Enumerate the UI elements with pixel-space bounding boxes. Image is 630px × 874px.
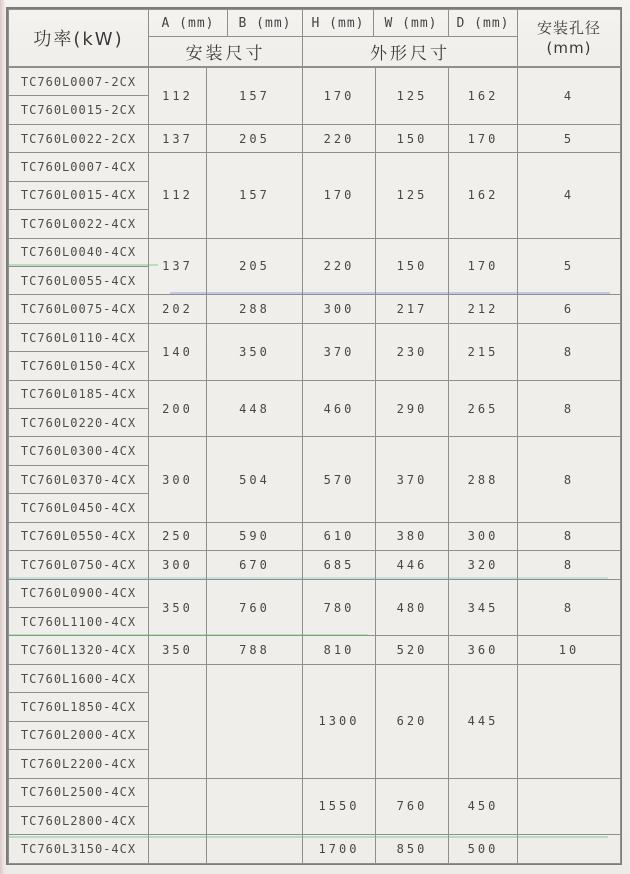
- h-dimension-cell: 685: [303, 551, 376, 579]
- d-dimension-cell: 345: [449, 579, 518, 636]
- table-row: [9, 551, 621, 579]
- d-dimension-cell: 170: [449, 124, 518, 152]
- model-cell: TC760L0015-2CX: [9, 96, 149, 124]
- power-column-header: 功率(kW): [9, 10, 149, 67]
- model-cell: TC760L0055-4CX: [9, 266, 149, 294]
- model-cell: TC760L0900-4CX: [9, 579, 149, 607]
- d-dimension-cell: 212: [449, 295, 518, 323]
- b-dimension-cell: 590: [207, 522, 303, 550]
- model-cell: TC760L0185-4CX: [9, 380, 149, 408]
- table-row: [9, 778, 621, 806]
- table-row: [9, 124, 621, 152]
- d-dimension-cell: 215: [449, 323, 518, 380]
- model-cell: TC760L0750-4CX: [9, 551, 149, 579]
- w-dimension-cell: 150: [376, 238, 449, 295]
- a-dimension-cell: 300: [149, 551, 207, 579]
- hole-diameter-cell: [518, 664, 621, 778]
- b-dimension-cell: 157: [207, 153, 303, 238]
- b-dimension-cell: 788: [207, 636, 303, 664]
- a-dimension-cell: 200: [149, 380, 207, 437]
- model-cell: TC760L0370-4CX: [9, 465, 149, 493]
- b-dimension-cell: 760: [207, 579, 303, 636]
- h-dimension-cell: 220: [303, 238, 376, 295]
- spec-table: [6, 7, 622, 865]
- d-dimension-cell: 445: [449, 664, 518, 778]
- model-cell: TC760L0007-4CX: [9, 153, 149, 181]
- a-dimension-cell: 300: [149, 437, 207, 522]
- table-row: [9, 437, 621, 465]
- model-cell: TC760L0007-2CX: [9, 68, 149, 96]
- h-dimension-cell: 780: [303, 579, 376, 636]
- b-dimension-cell: 157: [207, 68, 303, 125]
- h-dimension-cell: 170: [303, 68, 376, 125]
- hole-diameter-column-header: [518, 10, 621, 67]
- model-cell: TC760L2500-4CX: [9, 778, 149, 806]
- h-dimension-cell: 170: [303, 153, 376, 238]
- hole-diameter-cell: 4: [518, 153, 621, 238]
- a-dimension-cell: 350: [149, 579, 207, 636]
- d-dimension-cell: 162: [449, 68, 518, 125]
- col-header-h: H (mm): [303, 10, 374, 37]
- hole-diameter-cell: 8: [518, 437, 621, 522]
- h-dimension-cell: 460: [303, 380, 376, 437]
- model-cell: TC760L0450-4CX: [9, 494, 149, 522]
- model-cell: TC760L0150-4CX: [9, 352, 149, 380]
- b-dimension-cell: 448: [207, 380, 303, 437]
- a-dimension-cell: 112: [149, 153, 207, 238]
- w-dimension-cell: 850: [376, 835, 449, 864]
- w-dimension-cell: 217: [376, 295, 449, 323]
- d-dimension-cell: 170: [449, 238, 518, 295]
- w-dimension-cell: 290: [376, 380, 449, 437]
- mount-dimensions-group-header: 安装尺寸: [149, 37, 303, 67]
- b-dimension-cell: [207, 778, 303, 835]
- hole-diameter-cell: 5: [518, 238, 621, 295]
- model-cell: TC760L0022-4CX: [9, 210, 149, 238]
- b-dimension-cell: [207, 664, 303, 778]
- w-dimension-cell: 760: [376, 778, 449, 835]
- hole-diameter-cell: 8: [518, 551, 621, 579]
- a-dimension-cell: [149, 835, 207, 864]
- table-row: [9, 522, 621, 550]
- hole-diameter-cell: 10: [518, 636, 621, 664]
- d-dimension-cell: 450: [449, 778, 518, 835]
- model-cell: TC760L2800-4CX: [9, 806, 149, 834]
- hole-diameter-cell: [518, 778, 621, 835]
- hole-diameter-cell: 8: [518, 380, 621, 437]
- h-dimension-cell: 300: [303, 295, 376, 323]
- w-dimension-cell: 125: [376, 68, 449, 125]
- a-dimension-cell: 140: [149, 323, 207, 380]
- model-cell: TC760L0022-2CX: [9, 124, 149, 152]
- table-row: [9, 835, 621, 864]
- outline-dimensions-group-header: 外形尺寸: [303, 37, 518, 67]
- hole-diameter-cell: 6: [518, 295, 621, 323]
- hole-diameter-label: 安装孔径: [536, 18, 601, 37]
- b-dimension-cell: 504: [207, 437, 303, 522]
- col-header-d: D (mm): [449, 10, 518, 37]
- col-header-a: A (mm): [149, 10, 228, 37]
- model-cell: TC760L0040-4CX: [9, 238, 149, 266]
- model-cell: TC760L0015-4CX: [9, 181, 149, 209]
- d-dimension-cell: 300: [449, 522, 518, 550]
- h-dimension-cell: 1300: [303, 664, 376, 778]
- model-cell: TC760L2000-4CX: [9, 721, 149, 749]
- a-dimension-cell: 250: [149, 522, 207, 550]
- w-dimension-cell: 370: [376, 437, 449, 522]
- spec-table-body: [8, 67, 621, 864]
- h-dimension-cell: 370: [303, 323, 376, 380]
- h-dimension-cell: 220: [303, 124, 376, 152]
- h-dimension-cell: 810: [303, 636, 376, 664]
- model-cell: TC760L1320-4CX: [9, 636, 149, 664]
- d-dimension-cell: 288: [449, 437, 518, 522]
- b-dimension-cell: 350: [207, 323, 303, 380]
- a-dimension-cell: 137: [149, 238, 207, 295]
- model-cell: TC760L0300-4CX: [9, 437, 149, 465]
- a-dimension-cell: 137: [149, 124, 207, 152]
- col-header-w: W (mm): [374, 10, 449, 37]
- col-header-b: B (mm): [228, 10, 303, 37]
- model-cell: TC760L0550-4CX: [9, 522, 149, 550]
- b-dimension-cell: [207, 835, 303, 864]
- hole-diameter-cell: [518, 835, 621, 864]
- a-dimension-cell: 202: [149, 295, 207, 323]
- table-row: [9, 664, 621, 692]
- h-dimension-cell: 570: [303, 437, 376, 522]
- hole-diameter-unit: (mm): [546, 39, 592, 57]
- a-dimension-cell: [149, 664, 207, 778]
- table-row: [9, 238, 621, 266]
- h-dimension-cell: 1550: [303, 778, 376, 835]
- w-dimension-cell: 620: [376, 664, 449, 778]
- b-dimension-cell: 205: [207, 238, 303, 295]
- model-cell: TC760L1850-4CX: [9, 693, 149, 721]
- model-cell: TC760L0220-4CX: [9, 409, 149, 437]
- a-dimension-cell: 112: [149, 68, 207, 125]
- w-dimension-cell: 150: [376, 124, 449, 152]
- table-row: [9, 579, 621, 607]
- d-dimension-cell: 320: [449, 551, 518, 579]
- d-dimension-cell: 360: [449, 636, 518, 664]
- b-dimension-cell: 670: [207, 551, 303, 579]
- w-dimension-cell: 480: [376, 579, 449, 636]
- hole-diameter-cell: 8: [518, 323, 621, 380]
- spec-table-header: [8, 9, 621, 67]
- hole-diameter-cell: 5: [518, 124, 621, 152]
- w-dimension-cell: 520: [376, 636, 449, 664]
- table-row: [9, 295, 621, 323]
- hole-diameter-cell: 4: [518, 68, 621, 125]
- model-cell: TC760L1100-4CX: [9, 608, 149, 636]
- a-dimension-cell: 350: [149, 636, 207, 664]
- w-dimension-cell: 230: [376, 323, 449, 380]
- d-dimension-cell: 500: [449, 835, 518, 864]
- model-cell: TC760L0075-4CX: [9, 295, 149, 323]
- b-dimension-cell: 288: [207, 295, 303, 323]
- h-dimension-cell: 1700: [303, 835, 376, 864]
- d-dimension-cell: 265: [449, 380, 518, 437]
- w-dimension-cell: 446: [376, 551, 449, 579]
- w-dimension-cell: 380: [376, 522, 449, 550]
- model-cell: TC760L0110-4CX: [9, 323, 149, 351]
- hole-diameter-cell: 8: [518, 579, 621, 636]
- b-dimension-cell: 205: [207, 124, 303, 152]
- model-cell: TC760L1600-4CX: [9, 664, 149, 692]
- model-cell: TC760L3150-4CX: [9, 835, 149, 864]
- table-row: [9, 153, 621, 181]
- model-cell: TC760L2200-4CX: [9, 750, 149, 778]
- d-dimension-cell: 162: [449, 153, 518, 238]
- h-dimension-cell: 610: [303, 522, 376, 550]
- hole-diameter-cell: 8: [518, 522, 621, 550]
- table-row: [9, 380, 621, 408]
- table-row: [9, 323, 621, 351]
- a-dimension-cell: [149, 778, 207, 835]
- w-dimension-cell: 125: [376, 153, 449, 238]
- table-row: [9, 636, 621, 664]
- table-row: [9, 68, 621, 96]
- page-edge-shadow: [0, 0, 6, 874]
